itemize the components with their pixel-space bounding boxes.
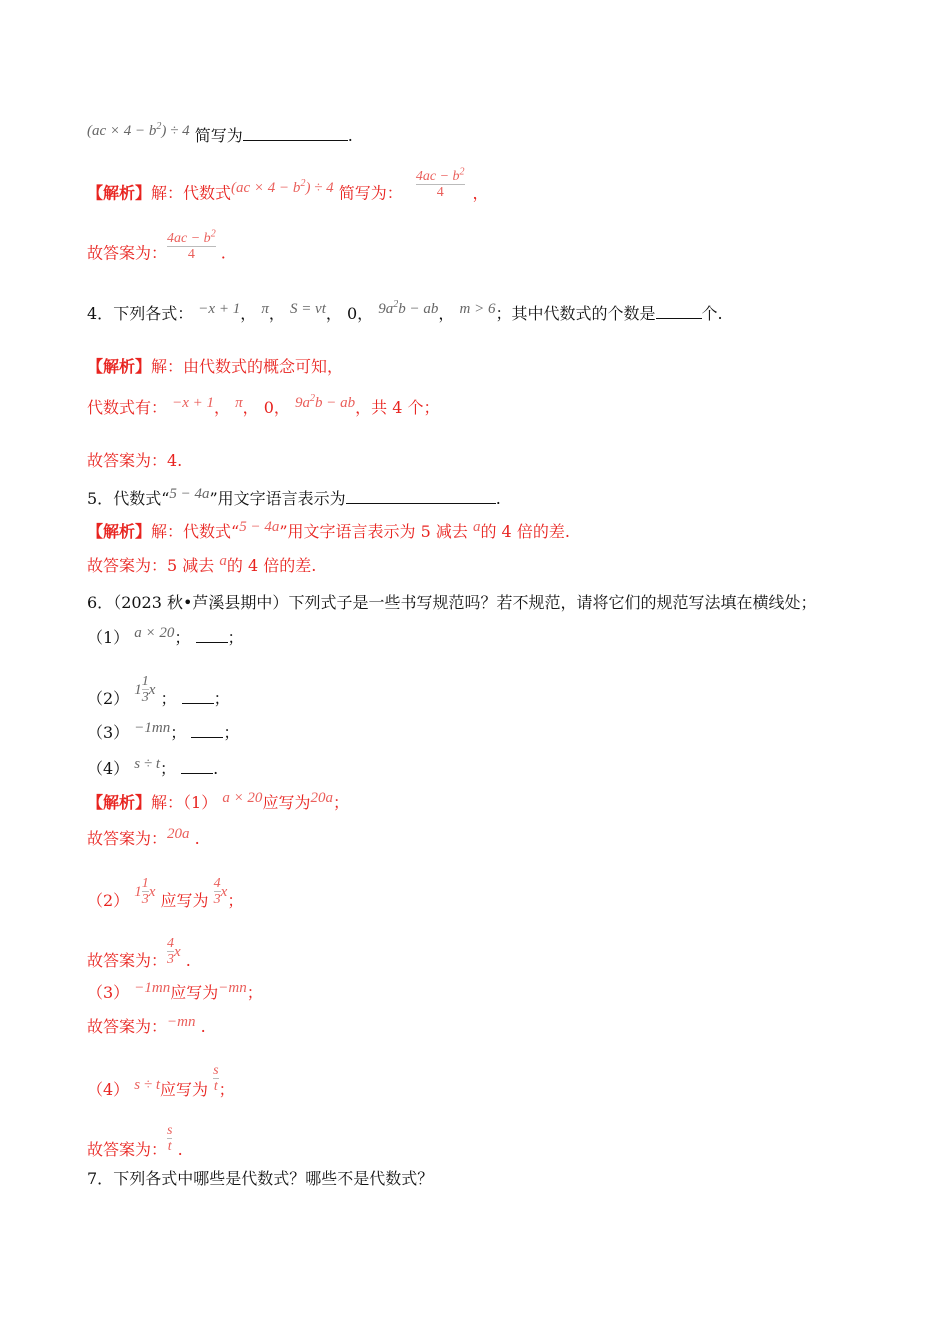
math-expression: $\frac{4}{3}$ x	[213, 876, 228, 907]
math-expression: S = vt	[289, 301, 326, 317]
q4-answer-line	[87, 450, 182, 472]
q6-item-4	[87, 757, 218, 781]
q4-tail: ；其中代数式的个数是	[495, 304, 656, 323]
q6-item-1	[87, 626, 244, 650]
q5-intro: 代数式“	[113, 489, 170, 508]
math-expression: s ÷ t	[134, 1077, 161, 1093]
semicolon: ；	[160, 759, 177, 778]
analysis-text: 解：由代数式的概念可知，	[151, 357, 344, 376]
answer-label: 故答案为：	[87, 829, 168, 848]
q4-intro: 下列各式：	[113, 304, 194, 323]
q6-answer-4	[87, 1123, 183, 1166]
answer-text: 故答案为：4.	[87, 451, 183, 470]
zero: 0，	[263, 398, 290, 417]
should-write: 应写为	[160, 891, 209, 910]
semicolon: ；	[160, 689, 177, 708]
question-number: 5．	[87, 489, 114, 508]
math-expression: $\frac{4}{3}$ x	[167, 936, 181, 967]
math-expression: π	[235, 395, 243, 411]
item-number: （3）	[87, 983, 130, 1002]
analysis-tail: ”用文字语言表示为 5 减去	[279, 522, 468, 541]
q4-tail-end: 个.	[701, 304, 723, 323]
math-variable: a	[219, 553, 227, 569]
item-end: ；	[227, 628, 244, 647]
q6-answer-3	[87, 1016, 206, 1039]
answer-blank	[191, 721, 223, 738]
q6-analysis-3	[87, 982, 263, 1005]
answer-blank	[182, 687, 214, 704]
item-end: ；	[213, 689, 230, 708]
math-expression: −mn	[167, 1014, 196, 1030]
analysis-end: 的 4 倍的差.	[480, 522, 570, 541]
q6-analysis-4	[87, 1063, 235, 1106]
math-expression: −x + 1	[172, 395, 215, 411]
math-expression: −x + 1	[198, 301, 241, 317]
comma: ，	[214, 398, 231, 417]
answer-start: 故答案为：5 减去	[87, 556, 215, 575]
math-expression: m > 6	[459, 301, 496, 317]
period: .	[495, 489, 501, 508]
comma: ，	[438, 304, 455, 323]
question-number: 6．	[87, 593, 114, 612]
fraction: $\frac{4ac - b^2}{4}$	[415, 166, 465, 200]
should-write: 应写为	[160, 1080, 209, 1099]
q4-analysis-line	[87, 356, 343, 378]
analysis-label: 【解析】	[87, 793, 152, 812]
item-end: .	[213, 759, 219, 778]
analysis-text: 解：代数式“	[151, 522, 240, 541]
item-number: （2）	[87, 689, 130, 708]
math-expression: $9a^2b$ − ab	[295, 393, 356, 411]
item-number: （1）	[87, 628, 130, 647]
question-number: 7．	[87, 1169, 114, 1188]
fraction: $\frac{4ac - b^2}{4}$	[167, 228, 216, 262]
answer-label: 故答案为：	[87, 1017, 168, 1036]
comma: ，	[242, 398, 259, 417]
item-number: （4）	[87, 1080, 130, 1099]
math-expression: 20a	[167, 826, 190, 842]
item-number: （4）	[87, 759, 130, 778]
period: .	[194, 829, 200, 848]
should-write: 应写为	[262, 793, 311, 812]
comma: ，	[240, 304, 257, 323]
answer-blank	[196, 626, 228, 643]
semicolon: ；	[332, 793, 349, 812]
analysis-text: 解：代数式	[151, 183, 232, 203]
math-expression: −1mn	[134, 980, 171, 996]
zero: 0，	[347, 304, 374, 323]
item-end: ；	[223, 723, 240, 742]
math-expression: 1 $\frac{1}{3}$ x	[134, 876, 156, 907]
math-expression: s ÷ t	[134, 756, 161, 772]
answer-label: 故答案为：	[87, 951, 168, 970]
answer-blank	[656, 302, 702, 319]
q6-answer-2	[87, 936, 191, 977]
q3-tail: 简写为	[194, 126, 243, 145]
semicolon: ；	[170, 723, 187, 742]
semicolon: ；	[246, 983, 263, 1002]
question-number: 4．	[87, 304, 114, 323]
q3-question-line	[87, 122, 353, 148]
should-write: 应写为	[170, 983, 219, 1002]
comma: ，	[268, 304, 285, 323]
q7-text: 下列各式中哪些是代数式？哪些不是代数式？	[113, 1169, 434, 1188]
answer-blank	[181, 757, 213, 774]
list-label: 代数式有：	[87, 398, 168, 417]
q3-analysis-line	[87, 166, 489, 212]
math-expression: a × 20	[222, 790, 263, 806]
q5-question-line	[87, 487, 501, 511]
item-number: （2）	[87, 891, 130, 910]
q5-answer-line	[87, 555, 316, 578]
semicolon: ；	[218, 1080, 235, 1099]
q6-analysis-1	[87, 792, 349, 815]
period: .	[220, 243, 226, 263]
math-expression: $(ac \times 4 - b^2) \div 4$	[231, 178, 334, 197]
q6-item-3	[87, 721, 239, 745]
q6-analysis-2	[87, 876, 244, 917]
period: .	[347, 126, 353, 145]
answer-label: 故答案为：	[87, 243, 168, 263]
math-expression: 5 − 4a	[169, 486, 210, 502]
analysis-label: 【解析】	[87, 357, 152, 376]
semicolon: ；	[227, 891, 244, 910]
q6-item-2	[87, 674, 230, 715]
q5-tail: ”用文字语言表示为	[209, 489, 346, 508]
semicolon: ；	[174, 628, 191, 647]
q6-answer-1	[87, 828, 200, 851]
q6-question: 下列式子是一些书写规范吗？若不规范，请将它们的规范写法填在横线处；	[288, 593, 817, 612]
analysis-label: 【解析】	[87, 522, 152, 541]
q5-analysis-line	[87, 521, 570, 544]
math-expression: π	[261, 301, 269, 317]
math-expression: −1mn	[134, 720, 171, 736]
math-expression: 1 $\frac{1}{3}$ x	[134, 674, 156, 705]
math-expression: 5 − 4a	[239, 519, 280, 535]
list-end: ，共 4 个；	[355, 398, 440, 417]
math-expression: −mn	[218, 980, 247, 996]
item-number: （1）	[183, 793, 218, 812]
q6-question-line	[87, 592, 816, 614]
math-expression: a × 20	[134, 625, 175, 641]
analysis-mid: 简写为：	[338, 183, 403, 203]
comma: ，	[472, 183, 489, 203]
answer-blank	[346, 487, 496, 504]
answer-blank	[243, 124, 348, 141]
item-number: （3）	[87, 723, 130, 742]
q7-question-line	[87, 1168, 433, 1190]
answer-end: 的 4 倍的差.	[226, 556, 317, 575]
q4-list-line	[87, 394, 440, 420]
q4-question-line	[87, 300, 723, 326]
math-expression: $9a^2b$ − ab	[378, 299, 439, 317]
math-expression: 20a	[310, 790, 333, 806]
fraction: $\frac{s}{t}$	[167, 1123, 173, 1154]
answer-label: 故答案为：	[87, 1140, 168, 1159]
period: .	[200, 1017, 206, 1036]
comma: ，	[325, 304, 342, 323]
period: .	[185, 951, 191, 970]
period: .	[177, 1140, 183, 1159]
fraction: $\frac{s}{t}$	[213, 1063, 219, 1094]
question-source: （2023 秋•芦溪县期中）	[113, 593, 289, 612]
q3-answer-line	[87, 228, 226, 272]
math-variable: a	[472, 519, 481, 535]
analysis-label: 【解析】	[87, 183, 152, 203]
analysis-text: 解：	[151, 793, 184, 812]
math-expression: $(ac \times 4 - b^2) \div 4$	[87, 121, 190, 139]
